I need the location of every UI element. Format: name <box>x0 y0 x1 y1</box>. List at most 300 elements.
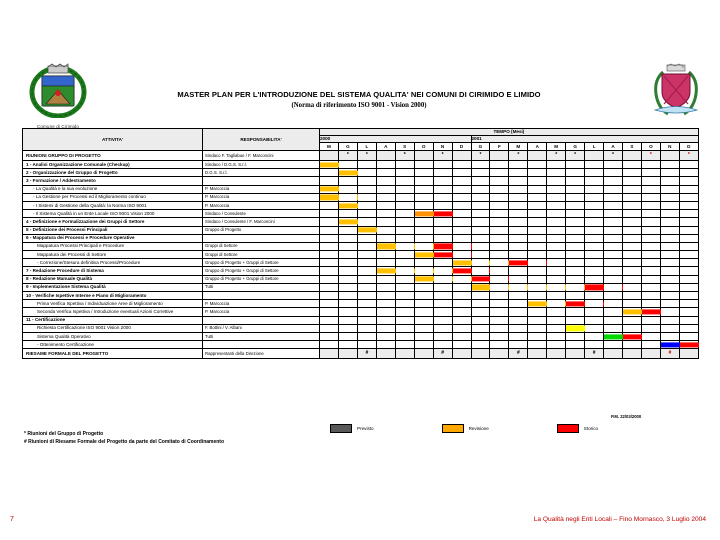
gantt-cell <box>414 300 433 308</box>
gantt-cell <box>641 283 660 291</box>
gantt-cell <box>604 185 623 193</box>
gantt-cell <box>452 185 471 193</box>
gantt-cell <box>623 177 642 185</box>
gantt-cell <box>623 169 642 177</box>
col-header-responsibility: RESPONSABILITA' <box>203 129 320 151</box>
gantt-cell <box>679 234 698 242</box>
gantt-cell <box>395 332 414 340</box>
gantt-cell <box>623 349 642 359</box>
activity-label: - La Gestione per Processi ed il Miglioramento continuo <box>23 193 203 201</box>
gantt-cell <box>641 161 660 169</box>
gantt-cell <box>585 210 604 218</box>
gantt-cell <box>490 324 509 332</box>
crest-limido <box>645 62 707 126</box>
gantt-cell <box>376 300 395 308</box>
gantt-cell <box>320 185 339 193</box>
gantt-cell <box>566 341 585 349</box>
gantt-bar <box>415 211 434 216</box>
gantt-bar <box>339 219 358 224</box>
gantt-cell <box>679 300 698 308</box>
gantt-cell <box>414 292 433 300</box>
gantt-cell <box>320 275 339 283</box>
gantt-cell <box>566 283 585 291</box>
gantt-cell <box>433 210 452 218</box>
gantt-cell <box>338 341 357 349</box>
gantt-cell <box>395 267 414 275</box>
gantt-cell <box>414 185 433 193</box>
gantt-cell <box>320 267 339 275</box>
gantt-cell <box>376 283 395 291</box>
responsibility-label <box>203 234 320 242</box>
gantt-cell <box>660 210 679 218</box>
gantt-cell <box>585 283 604 291</box>
month-header-13: G <box>566 143 585 151</box>
gantt-cell <box>623 242 642 250</box>
activity-label: - I Sistemi di Gestione della Qualità: la Norma ISO 9001 <box>23 201 203 209</box>
gantt-cell <box>547 292 566 300</box>
gantt-cell <box>528 226 547 234</box>
gantt-cell <box>623 201 642 209</box>
legend-label: Revisione <box>468 426 489 431</box>
gantt-cell <box>509 332 528 340</box>
gantt-cell <box>376 341 395 349</box>
legend-swatch <box>330 424 352 433</box>
gantt-cell <box>452 226 471 234</box>
gantt-cell <box>585 308 604 316</box>
gantt-cell <box>320 324 339 332</box>
legend-item <box>330 424 374 433</box>
gantt-cell <box>395 151 414 161</box>
month-header-3: A <box>376 143 395 151</box>
milestone-marker: * <box>574 152 577 158</box>
responsibility-label: D.G.S. S.r.l. <box>203 169 320 177</box>
gantt-cell <box>585 226 604 234</box>
gantt-cell <box>490 234 509 242</box>
gantt-cell <box>433 201 452 209</box>
gantt-cell <box>604 226 623 234</box>
gantt-cell <box>320 210 339 218</box>
gantt-cell <box>623 185 642 193</box>
gantt-cell <box>357 341 376 349</box>
gantt-cell <box>547 234 566 242</box>
gantt-cell <box>433 242 452 250</box>
activity-label: - Correzione/Stesura definitiva Processi/Procedure <box>23 259 203 267</box>
gantt-cell <box>604 267 623 275</box>
gantt-cell <box>641 169 660 177</box>
gantt-cell <box>414 151 433 161</box>
gantt-cell <box>452 332 471 340</box>
gantt-cell <box>452 275 471 283</box>
gantt-cell <box>660 201 679 209</box>
gantt-cell <box>357 275 376 283</box>
gantt-cell <box>604 349 623 359</box>
gantt-cell <box>547 300 566 308</box>
legend-item <box>442 424 489 433</box>
month-header-10: M <box>509 143 528 151</box>
gantt-cell <box>641 332 660 340</box>
responsibility-label: Tutti <box>203 283 320 291</box>
responsibility-label <box>203 177 320 185</box>
gantt-cell <box>414 308 433 316</box>
gantt-cell <box>660 324 679 332</box>
gantt-cell <box>509 201 528 209</box>
gantt-cell <box>471 275 490 283</box>
month-header-14: L <box>585 143 604 151</box>
gantt-cell <box>414 275 433 283</box>
note-line-2: # Riunioni di Riesame Formale del Progetto da parte del Comitato di Coordinamento <box>24 439 225 445</box>
gantt-cell <box>433 193 452 201</box>
gantt-cell <box>641 251 660 259</box>
gantt-bar <box>320 162 339 167</box>
year-2000: 2000 <box>320 136 472 143</box>
gantt-cell <box>395 259 414 267</box>
gantt-cell <box>528 349 547 359</box>
gantt-cell <box>376 324 395 332</box>
gantt-cell <box>452 218 471 226</box>
gantt-table <box>22 128 699 359</box>
page-title: MASTER PLAN PER L'INTRODUZIONE DEL SISTEMA QUALITA' NEI COMUNI DI CIRIMIDO E LIMIDO <box>177 90 541 99</box>
month-header-16: S <box>623 143 642 151</box>
gantt-cell <box>376 185 395 193</box>
gantt-cell <box>452 169 471 177</box>
milestone-marker: * <box>517 152 520 158</box>
gantt-cell <box>433 341 452 349</box>
table-row <box>23 332 699 340</box>
gantt-cell <box>471 193 490 201</box>
gantt-cell <box>547 324 566 332</box>
milestone-marker: * <box>365 152 368 158</box>
month-header-7: D <box>452 143 471 151</box>
gantt-cell <box>452 349 471 359</box>
responsibility-label: Sindaco / D.G.S. S.r.l. <box>203 161 320 169</box>
gantt-cell <box>395 283 414 291</box>
gantt-cell <box>320 308 339 316</box>
gantt-cell <box>357 332 376 340</box>
gantt-cell <box>452 300 471 308</box>
title-block <box>124 90 594 111</box>
gantt-cell <box>395 341 414 349</box>
gantt-cell <box>357 251 376 259</box>
gantt-cell <box>376 292 395 300</box>
gantt-cell <box>566 267 585 275</box>
responsibility-label: Gruppo di Progetto + Gruppi di Settore <box>203 267 320 275</box>
col-header-activity: ATTIVITA' <box>23 129 203 151</box>
gantt-cell <box>679 251 698 259</box>
gantt-cell <box>395 316 414 324</box>
gantt-cell <box>320 251 339 259</box>
activity-label: Mappatura dei Processi di Settore <box>23 251 203 259</box>
gantt-cell <box>338 251 357 259</box>
gantt-cell <box>395 324 414 332</box>
gantt-cell <box>338 332 357 340</box>
gantt-cell <box>679 161 698 169</box>
table-row <box>23 210 699 218</box>
activity-label: 3 - Formazione / Addestramento <box>23 177 203 185</box>
gantt-cell <box>566 300 585 308</box>
gantt-cell <box>566 177 585 185</box>
gantt-cell <box>338 259 357 267</box>
gantt-cell <box>660 341 679 349</box>
gantt-cell <box>604 177 623 185</box>
gantt-cell <box>509 218 528 226</box>
gantt-cell <box>338 177 357 185</box>
gantt-cell <box>490 259 509 267</box>
gantt-cell <box>452 193 471 201</box>
gantt-cell <box>490 151 509 161</box>
milestone-marker: # <box>441 350 444 357</box>
gantt-bar <box>623 334 642 339</box>
activity-label: Seconda Verifica Ispettiva / Introduzione eventuali Azioni Correttive <box>23 308 203 316</box>
gantt-cell <box>604 193 623 201</box>
gantt-cell <box>585 300 604 308</box>
gantt-cell <box>490 161 509 169</box>
gantt-cell <box>395 161 414 169</box>
gantt-cell <box>414 267 433 275</box>
gantt-cell <box>623 193 642 201</box>
gantt-cell <box>490 332 509 340</box>
gantt-cell <box>641 234 660 242</box>
gantt-cell <box>623 292 642 300</box>
gantt-cell <box>433 234 452 242</box>
responsibility-label: Sindaco / Consulente <box>203 210 320 218</box>
gantt-cell <box>376 169 395 177</box>
gantt-cell <box>395 251 414 259</box>
gantt-cell <box>566 201 585 209</box>
milestone-marker: # <box>516 350 520 357</box>
gantt-cell <box>490 226 509 234</box>
gantt-cell <box>623 324 642 332</box>
gantt-cell <box>338 267 357 275</box>
gantt-cell <box>547 267 566 275</box>
gantt-cell <box>509 267 528 275</box>
gantt-cell <box>660 292 679 300</box>
gantt-cell <box>660 275 679 283</box>
crest-cirimido <box>22 62 94 129</box>
month-header-6: N <box>433 143 452 151</box>
pm-label: P.M. 22/03/2000 <box>611 414 642 419</box>
gantt-cell <box>566 251 585 259</box>
gantt-cell <box>679 185 698 193</box>
gantt-cell <box>509 193 528 201</box>
gantt-cell <box>471 177 490 185</box>
gantt-cell <box>414 341 433 349</box>
crest-left-caption: Comune di Cirimido <box>36 124 80 129</box>
gantt-cell <box>452 151 471 161</box>
gantt-cell <box>604 275 623 283</box>
month-header-2: L <box>357 143 376 151</box>
gantt-cell <box>433 283 452 291</box>
gantt-cell <box>376 316 395 324</box>
gantt-cell <box>528 151 547 161</box>
gantt-cell <box>528 177 547 185</box>
head-row-1 <box>23 129 699 136</box>
gantt-cell <box>357 169 376 177</box>
milestone-marker: # <box>668 350 672 357</box>
gantt-cell <box>338 275 357 283</box>
gantt-cell <box>414 226 433 234</box>
activity-label: - Il Sistema Qualità in un Ente Locale ISO 9001 Vision 2000 <box>23 210 203 218</box>
gantt-cell <box>509 341 528 349</box>
gantt-cell <box>320 332 339 340</box>
gantt-cell <box>679 316 698 324</box>
activity-label: 2 - Organizzazione del Gruppo di Progetto <box>23 169 203 177</box>
gantt-cell <box>604 210 623 218</box>
gantt-cell <box>547 193 566 201</box>
gantt-cell <box>585 251 604 259</box>
gantt-cell <box>660 251 679 259</box>
activity-label: Mappatura Processi Principali e Procedure <box>23 242 203 250</box>
gantt-cell <box>357 185 376 193</box>
gantt-cell <box>338 292 357 300</box>
gantt-cell <box>357 267 376 275</box>
gantt-cell <box>585 161 604 169</box>
gantt-cell <box>547 201 566 209</box>
gantt-cell <box>433 324 452 332</box>
gantt-cell <box>376 161 395 169</box>
gantt-cell <box>338 283 357 291</box>
gantt-cell <box>320 161 339 169</box>
responsibility-label: Gruppo di Progetto + Gruppi di Settore <box>203 259 320 267</box>
gantt-cell <box>395 185 414 193</box>
gantt-cell <box>623 151 642 161</box>
gantt-cell <box>471 185 490 193</box>
gantt-cell <box>490 177 509 185</box>
gantt-cell <box>528 259 547 267</box>
milestone-marker: * <box>479 152 482 158</box>
gantt-cell <box>604 332 623 340</box>
gantt-cell <box>509 210 528 218</box>
gantt-cell <box>623 218 642 226</box>
gantt-cell <box>641 324 660 332</box>
gantt-cell <box>547 226 566 234</box>
gantt-bar <box>604 334 623 339</box>
gantt-bar <box>415 252 434 257</box>
gantt-cell <box>395 226 414 234</box>
gantt-cell <box>338 218 357 226</box>
gantt-cell <box>357 259 376 267</box>
gantt-cell <box>433 349 452 359</box>
gantt-cell <box>414 242 433 250</box>
gantt-cell <box>509 226 528 234</box>
gantt-cell <box>338 324 357 332</box>
milestone-marker: * <box>612 152 614 158</box>
gantt-cell <box>376 177 395 185</box>
gantt-cell <box>641 218 660 226</box>
gantt-cell <box>547 242 566 250</box>
gantt-cell <box>679 193 698 201</box>
table-row <box>23 275 699 283</box>
month-header-9: F <box>490 143 509 151</box>
gantt-cell <box>357 210 376 218</box>
gantt-cell <box>623 316 642 324</box>
gantt-cell <box>547 259 566 267</box>
gantt-bar <box>623 309 642 314</box>
table-row <box>23 341 699 349</box>
gantt-cell <box>623 283 642 291</box>
gantt-cell <box>528 292 547 300</box>
table-row <box>23 283 699 291</box>
gantt-cell <box>641 185 660 193</box>
gantt-cell <box>395 292 414 300</box>
gantt-bar <box>358 228 377 233</box>
gantt-cell <box>623 259 642 267</box>
gantt-cell <box>660 193 679 201</box>
gantt-cell <box>357 226 376 234</box>
gantt-cell <box>604 324 623 332</box>
gantt-cell <box>471 259 490 267</box>
responsibility-label: F. Bottini / V. Albani <box>203 324 320 332</box>
gantt-cell <box>320 201 339 209</box>
gantt-cell <box>452 283 471 291</box>
gantt-cell <box>660 242 679 250</box>
gantt-cell <box>679 218 698 226</box>
gantt-cell <box>585 292 604 300</box>
month-header-4: S <box>395 143 414 151</box>
gantt-cell <box>338 169 357 177</box>
gantt-cell <box>320 341 339 349</box>
gantt-cell <box>433 275 452 283</box>
milestone-marker: * <box>649 152 652 158</box>
gantt-cell <box>320 300 339 308</box>
gantt-cell <box>320 151 339 161</box>
gantt-cell <box>320 283 339 291</box>
month-header-17: O <box>641 143 660 151</box>
table-row <box>23 234 699 242</box>
gantt-cell <box>604 242 623 250</box>
responsibility-label: Rappresentanti della Direzione <box>203 349 320 359</box>
gantt-cell <box>585 201 604 209</box>
gantt-cell <box>566 185 585 193</box>
gantt-cell <box>528 242 547 250</box>
gantt-cell <box>509 251 528 259</box>
gantt-cell <box>490 201 509 209</box>
gantt-cell <box>660 349 679 359</box>
gantt-cell <box>679 267 698 275</box>
month-header-1: G <box>338 143 357 151</box>
gantt-cell <box>357 234 376 242</box>
gantt-cell <box>376 234 395 242</box>
gantt-cell <box>357 316 376 324</box>
gantt-cell <box>509 259 528 267</box>
gantt-cell <box>357 201 376 209</box>
responsibility-label <box>203 316 320 324</box>
gantt-cell <box>357 308 376 316</box>
legend-swatch <box>557 424 579 433</box>
gantt-cell <box>660 332 679 340</box>
gantt-cell <box>471 169 490 177</box>
gantt-cell <box>452 161 471 169</box>
gantt-cell <box>490 218 509 226</box>
responsibility-label: P. Marcoccia <box>203 201 320 209</box>
gantt-bar <box>339 203 358 208</box>
gantt-cell <box>395 275 414 283</box>
gantt-cell <box>679 201 698 209</box>
gantt-cell <box>641 259 660 267</box>
gantt-cell <box>679 151 698 161</box>
gantt-cell <box>320 218 339 226</box>
gantt-bar <box>680 342 699 347</box>
gantt-cell <box>679 177 698 185</box>
responsibility-label: P. Marcoccia <box>203 185 320 193</box>
gantt-cell <box>641 275 660 283</box>
gantt-cell <box>623 226 642 234</box>
gantt-cell <box>320 316 339 324</box>
gantt-cell <box>528 341 547 349</box>
gantt-cell <box>414 259 433 267</box>
gantt-cell <box>414 251 433 259</box>
gantt-cell <box>641 201 660 209</box>
gantt-cell <box>357 177 376 185</box>
